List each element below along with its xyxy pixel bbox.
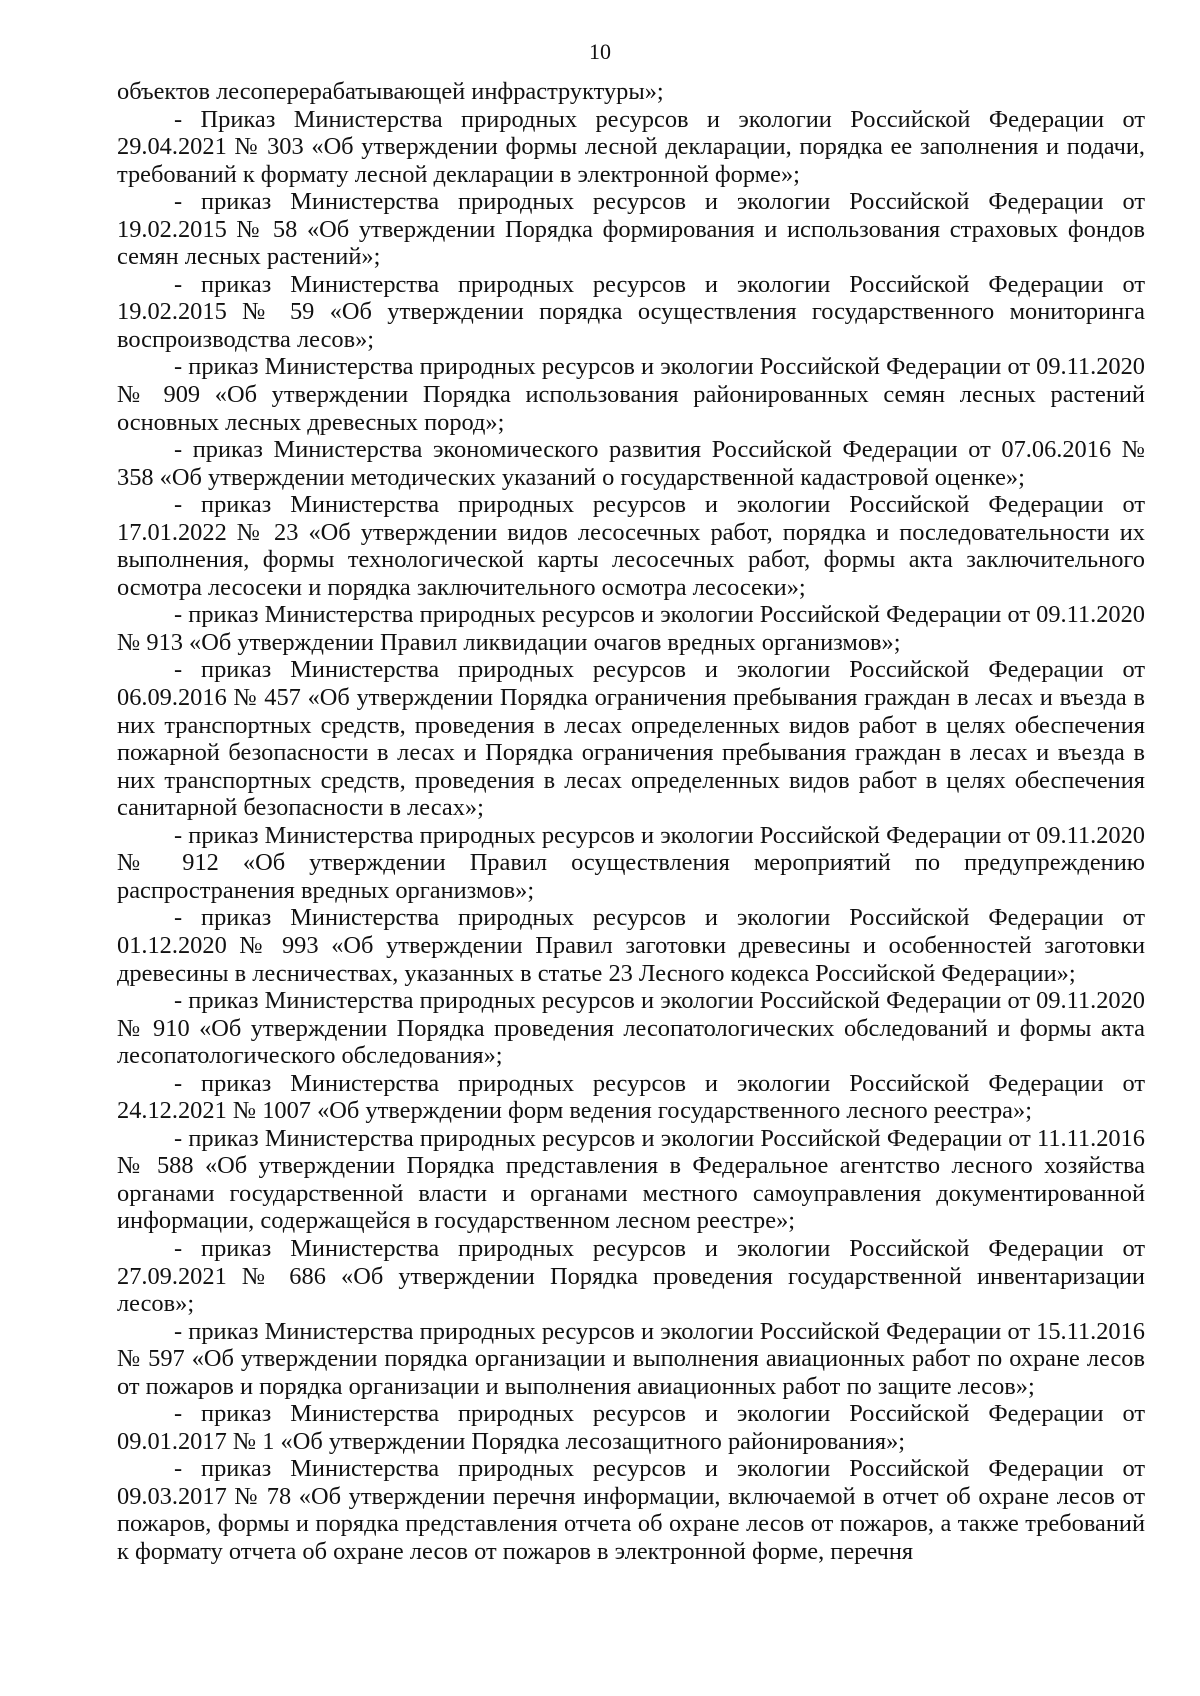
paragraph-order-597: - приказ Министерства природных ресурсов и экологии Российской Федерации от 15.11.2016 № 597 «Об утверждении порядка организации и выполнения авиационных работ по охране лесов от пожаров и порядка организации и выполнения авиационных работ по защите лесов»; bbox=[117, 1317, 1145, 1400]
paragraph-order-912: - приказ Министерства природных ресурсов и экологии Российской Федерации от 09.11.2020 № 912 «Об утверждении Правил осуществления мероприятий по предупреждению распространения вредных организмов»; bbox=[117, 821, 1145, 904]
paragraph-continuation: объектов лесоперерабатывающей инфраструктуры»; bbox=[117, 78, 664, 105]
paragraph-order-686: - приказ Министерства природных ресурсов и экологии Российской Федерации от 27.09.2021 № 686 «Об утверждении Порядка проведения государственной инвентаризации лесов»; bbox=[117, 1234, 1145, 1318]
paragraph-order-457: - приказ Министерства природных ресурсов и экологии Российской Федерации от 06.09.2016 № 457 «Об утверждении Порядка ограничения пребывания граждан в лесах и въезда в них транспортных средств, проведения в лесах определенных видов работ в целях обеспечения пожарной безопасности в лесах и Порядка ограничения пребывания граждан в лесах и въезда в них транспортных средств, проведения в лесах определенных видов работ в целях обеспечения санитарной безопасности в лесах»; bbox=[117, 656, 1145, 822]
paragraph-order-913: - приказ Министерства природных ресурсов и экологии Российской Федерации от 09.11.2020 № 913 «Об утверждении Правил ликвидации очагов вредных организмов»; bbox=[117, 601, 1145, 656]
paragraph-order-588: - приказ Министерства природных ресурсов и экологии Российской Федерации от 11.11.2016 № 588 «Об утверждении Порядка представления в Федеральное агентство лесного хозяйства органами государственной власти и органами местного самоуправления документированной информации, содержащейся в государственном лесном реестре»; bbox=[117, 1124, 1145, 1235]
paragraph-order-909: - приказ Министерства природных ресурсов и экологии Российской Федерации от 09.11.2020 № 909 «Об утверждении Порядка использования районированных семян лесных растений основных лесных древесных пород»; bbox=[117, 353, 1145, 436]
document-body bbox=[117, 78, 1145, 1566]
paragraph-order-58: - приказ Министерства природных ресурсов и экологии Российской Федерации от 19.02.2015 № 58 «Об утверждении Порядка формирования и использования страховых фондов семян лесных растений»; bbox=[117, 188, 1145, 271]
paragraph-order-1007: - приказ Министерства природных ресурсов и экологии Российской Федерации от 24.12.2021 № 1007 «Об утверждении форм ведения государственного лесного реестра»; bbox=[117, 1069, 1145, 1125]
paragraph-order-993: - приказ Министерства природных ресурсов и экологии Российской Федерации от 01.12.2020 № 993 «Об утверждении Правил заготовки древесины и особенностей заготовки древесины в лесничествах, указанных в статье 23 Лесного кодекса Российской Федерации»; bbox=[117, 904, 1145, 987]
paragraph-order-23: - приказ Министерства природных ресурсов и экологии Российской Федерации от 17.01.2022 № 23 «Об утверждении видов лесосечных работ, порядка и последовательности их выполнения, формы технологической карты лесосечных работ, формы акта заключительного осмотра лесосеки и порядка заключительного осмотра лесосеки»; bbox=[117, 491, 1145, 601]
paragraph-order-303: - Приказ Министерства природных ресурсов и экологии Российской Федерации от 29.04.2021 № 303 «Об утверждении формы лесной декларации, порядка ее заполнения и подачи, требований к формату лесной декларации в электронной форме»; bbox=[117, 105, 1145, 188]
paragraph-order-358: - приказ Министерства экономического развития Российской Федерации от 07.06.2016 № 358 «Об утверждении методических указаний о государственной кадастровой оценке»; bbox=[117, 436, 1145, 491]
paragraph-order-59: - приказ Министерства природных ресурсов и экологии Российской Федерации от 19.02.2015 № 59 «Об утверждении порядка осуществления государственного мониторинга воспроизводства лесов»; bbox=[117, 270, 1145, 353]
paragraph-order-78: - приказ Министерства природных ресурсов и экологии Российской Федерации от 09.03.2017 № 78 «Об утверждении перечня информации, включаемой в отчет об охране лесов от пожаров, формы и порядка представления отчета об охране лесов от пожаров, а также требований к формату отчета об охране лесов от пожаров в электронной форме, перечня bbox=[117, 1455, 1145, 1565]
paragraph-order-1: - приказ Министерства природных ресурсов и экологии Российской Федерации от 09.01.2017 № 1 «Об утверждении Порядка лесозащитного районирования»; bbox=[117, 1400, 1145, 1455]
paragraph-order-910: - приказ Министерства природных ресурсов и экологии Российской Федерации от 09.11.2020 № 910 «Об утверждении Порядка проведения лесопатологических обследований и формы акта лесопатологического обследования»; bbox=[117, 987, 1145, 1070]
page-number: 10 bbox=[589, 39, 611, 64]
